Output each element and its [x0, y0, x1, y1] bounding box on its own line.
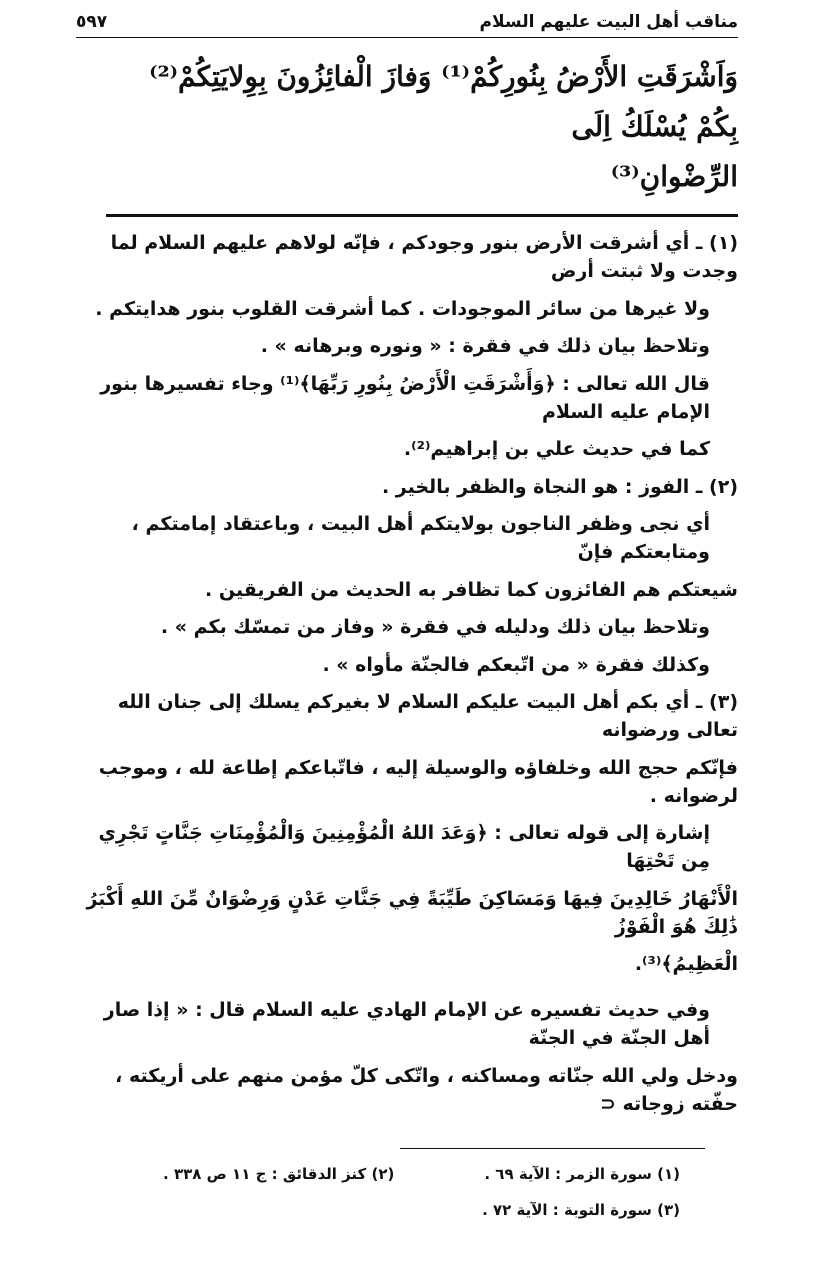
commentary-line: فإنّكم حجج الله وخلفاؤه والوسيلة إليه ، فاتّباعكم إطاعة لله ، وموجب لرضوانه . — [98, 756, 738, 807]
footnote-1: (١) سورة الزمر : الآية ٦٩ . — [484, 1164, 680, 1183]
footnote-row — [76, 1199, 738, 1221]
commentary-line: وتلاحظ بيان ذلك في فقرة : « ونوره وبرهانه » . — [260, 335, 710, 357]
verse-block — [106, 52, 738, 217]
commentary-line: وكذلك فقرة « من اتّبعكم فالجنّة مأواه » . — [322, 653, 710, 676]
footnote-divider — [400, 1148, 705, 1149]
commentary-line: كما في حديث علي بن إبراهيم⁽²⁾. — [403, 438, 710, 460]
commentary-line: الْعَظِيمُ﴾⁽³⁾. — [634, 953, 738, 975]
running-header-title: مناقب أهل البيت عليهم السلام — [479, 12, 738, 32]
commentary-line: وفي حديث تفسيره عن الإمام الهادي عليه السلام قال : « إذا صار أهل الجنّة في الجنّة — [103, 999, 710, 1049]
page-number: ٥٩٧ — [76, 12, 108, 32]
verse-line-2: الرِّضْوانِ⁽³⁾ — [610, 160, 738, 193]
verse-line-1: وَاَشْرَقَتِ الأَرْضُ بِنُورِكُمْ⁽¹⁾ وَفازَ الْفائِزُونَ بِوِلايَتِكُمْ⁽²⁾ بِكُمْ يُسْلَكُ اِلَى — [149, 60, 738, 143]
commentary-line: (٢) ـ الفوز : هو النجاة والظفر بالخير . — [381, 475, 738, 498]
footnote-2: (٢) كنز الدقائق : ج ١١ ص ٣٣٨ . — [163, 1164, 395, 1183]
commentary-line: ولا غيرها من سائر الموجودات . كما أشرقت القلوب بنور هدايتكم . — [95, 297, 710, 320]
commentary-line: وتلاحظ بيان ذلك ودليله في فقرة « وفاز من تمسّك بكم » . — [160, 616, 710, 638]
commentary-line: (٣) ـ أي بكم أهل البيت عليكم السلام لا بغيركم يسلك إلى جنان الله تعالى ورضوانه — [117, 691, 738, 741]
commentary-line: قال الله تعالى : ﴿وَأَشْرَقَتِ الْأَرْضُ بِنُورِ رَبِّهَا﴾⁽¹⁾ وجاء تفسيرها بنور الإمام عليه السلام — [100, 372, 710, 423]
commentary-line: (١) ـ أي أشرقت الأرض بنور وجودكم ، فإنّه لولاهم عليهم السلام لما وجدت ولا ثبتت أرض — [110, 232, 738, 282]
commentary-line: شيعتكم هم الفائزون كما تظافر به الحديث من الفريقين . — [205, 578, 738, 601]
commentary — [76, 229, 738, 1118]
running-header — [76, 10, 738, 38]
commentary-line: إشارة إلى قوله تعالى : ﴿وَعَدَ اللهُ الْمُؤْمِنِينَ وَالْمُؤْمِنَاتِ جَنَّاتٍ تَجْرِي مِن تَحْتِهَا — [98, 822, 710, 872]
footnote-row — [76, 1163, 738, 1185]
commentary-line: الْأَنْهَارُ خَالِدِينَ فِيهَا وَمَسَاكِنَ طَيِّبَةً فِي جَنَّاتِ عَدْنٍ وَرِضْوَانٌ مِّنَ اللهِ أَكْبَرُ ذَٰلِكَ هُوَ الْفَوْزُ — [86, 887, 738, 938]
commentary-line: ودخل ولي الله جنّاته ومساكنه ، واتّكى كلّ مؤمن منهم على أريكته ، حفّته زوجاته ⊂ — [115, 1064, 738, 1115]
footnote-3: (٣) سورة التوبة : الآية ٧٢ . — [482, 1200, 680, 1219]
commentary-line: أي نجى وظفر الناجون بولايتكم أهل البيت ، وباعتقاد إمامتكم ، ومتابعتكم فإنّ — [131, 513, 710, 563]
